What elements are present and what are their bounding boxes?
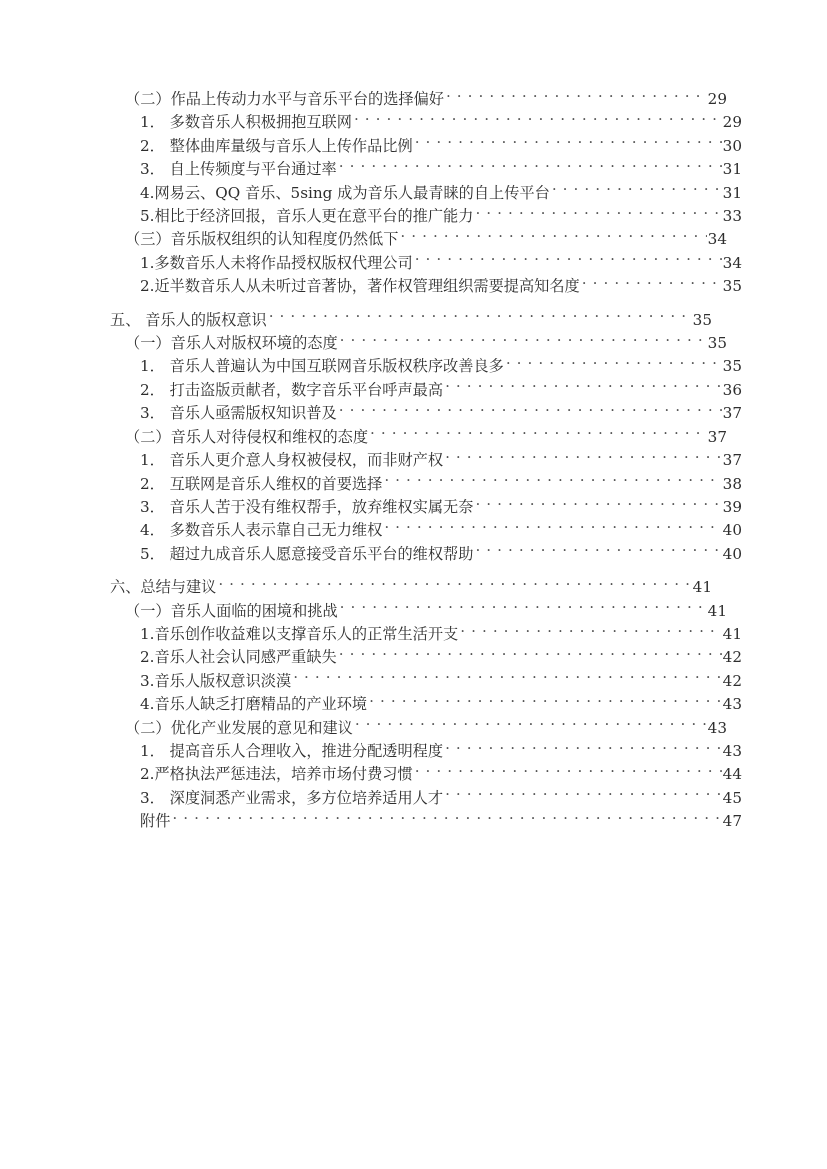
- toc-entry-label: 1． 多数音乐人积极拥抱互联网: [140, 113, 352, 132]
- toc-entry-page-number: 41: [707, 601, 727, 620]
- toc-entry-page-number: 35: [707, 334, 727, 353]
- toc-entry-page-number: 41: [692, 578, 712, 597]
- toc-entry-page-number: 41: [722, 624, 742, 643]
- toc-entry[interactable]: [110, 426, 727, 449]
- toc-leader-dots: [370, 427, 707, 442]
- toc-leader-dots: [384, 473, 721, 488]
- toc-entry-label: 2.音乐人社会认同感严重缺失: [140, 648, 337, 667]
- toc-entry[interactable]: [110, 740, 742, 763]
- toc-entry-page-number: 31: [722, 160, 742, 179]
- toc-leader-dots: [582, 276, 722, 291]
- toc-entry[interactable]: [110, 519, 742, 542]
- toc-entry-page-number: 45: [722, 788, 742, 807]
- toc-entry-label: （二）作品上传动力水平与音乐平台的选择偏好: [125, 90, 444, 108]
- toc-entry[interactable]: [110, 693, 742, 716]
- toc-entry[interactable]: [110, 355, 742, 378]
- toc-entry-label: 2.严格执法严惩违法，培养市场付费习惯: [140, 765, 413, 784]
- toc-entry[interactable]: [110, 252, 742, 275]
- toc-entry-label: 3． 深度洞悉产业需求，多方位培养适用人才: [140, 788, 444, 807]
- toc-entry-page-number: 34: [707, 230, 727, 249]
- toc-entry-label: 2． 整体曲库量级与音乐人上传作品比例: [140, 136, 413, 155]
- toc-entry-label: 3.音乐人版权意识淡漠: [140, 671, 292, 690]
- toc-entry-page-number: 29: [722, 113, 742, 132]
- toc-entry[interactable]: [110, 473, 742, 496]
- toc-leader-dots: [446, 89, 707, 104]
- toc-entry-page-number: 42: [722, 671, 742, 690]
- toc-leader-dots: [340, 333, 707, 348]
- toc-entry-label: 5.相比于经济回报，音乐人更在意平台的推广能力: [140, 207, 474, 226]
- toc-entry-page-number: 29: [707, 90, 727, 108]
- toc-entry-label: 3． 音乐人苦于没有维权帮手，放弃维权实属无奈: [140, 497, 474, 516]
- toc-entry-label: 4． 多数音乐人表示靠自己无力维权: [140, 521, 383, 540]
- toc-entry[interactable]: [110, 543, 742, 566]
- toc-entry-label: 2． 互联网是音乐人维权的首要选择: [140, 474, 383, 493]
- toc-leader-dots: [415, 136, 722, 151]
- toc-entry[interactable]: [110, 787, 742, 810]
- toc-leader-dots: [172, 811, 721, 826]
- toc-entry[interactable]: [110, 717, 727, 740]
- toc-leader-dots: [369, 694, 722, 709]
- toc-entry[interactable]: [110, 88, 727, 111]
- toc-entry-page-number: 47: [722, 812, 742, 831]
- toc-entry-page-number: 35: [722, 357, 742, 376]
- toc-entry-page-number: 37: [707, 427, 727, 446]
- toc-entry[interactable]: [110, 810, 742, 833]
- toc-entry-page-number: 35: [722, 277, 742, 296]
- toc-leader-dots: [475, 206, 721, 221]
- toc-leader-dots: [340, 600, 707, 615]
- toc-entry[interactable]: [110, 600, 727, 623]
- toc-leader-dots: [384, 520, 721, 535]
- toc-leader-dots: [506, 356, 722, 371]
- toc-entry[interactable]: [110, 449, 742, 472]
- toc-entry-label: 4.网易云、QQ 音乐、5sing 成为音乐人最青睐的自上传平台: [140, 183, 550, 202]
- toc-leader-dots: [445, 788, 722, 803]
- toc-entry[interactable]: [110, 205, 742, 228]
- toc-entry-label: 2.近半数音乐人从未听过音著协，著作权管理组织需要提高知名度: [140, 277, 580, 296]
- toc-entry-label: 1． 提高音乐人合理收入，推进分配透明程度: [140, 741, 444, 760]
- toc-entry[interactable]: [110, 182, 742, 205]
- toc-entry-label: 1.音乐创作收益难以支撑音乐人的正常生活开支: [140, 624, 459, 643]
- toc-entry-page-number: 42: [722, 648, 742, 667]
- toc-leader-dots: [339, 647, 722, 662]
- toc-entry-label: （一）音乐人面临的困境和挑战: [125, 601, 338, 620]
- toc-leader-dots: [269, 309, 692, 324]
- toc-leader-dots: [218, 577, 691, 592]
- toc-leader-dots: [354, 112, 722, 127]
- toc-entry[interactable]: [110, 135, 742, 158]
- toc-entry[interactable]: [110, 379, 742, 402]
- toc-entry-label: 4.音乐人缺乏打磨精品的产业环境: [140, 695, 368, 714]
- toc-leader-dots: [445, 741, 722, 756]
- toc-entry-page-number: 43: [722, 741, 742, 760]
- toc-leader-dots: [475, 544, 721, 559]
- toc-entry[interactable]: [110, 623, 742, 646]
- toc-entry-label: 五、 音乐人的版权意识: [110, 310, 267, 329]
- toc-leader-dots: [445, 450, 722, 465]
- toc-entry-label: 3． 自上传频度与平台通过率: [140, 160, 337, 179]
- toc-entry[interactable]: [110, 332, 727, 355]
- toc-entry-label: （二）优化产业发展的意见和建议: [125, 718, 353, 737]
- toc-leader-dots: [460, 624, 721, 639]
- toc-entry-label: 5． 超过九成音乐人愿意接受音乐平台的维权帮助: [140, 544, 474, 563]
- toc-entry[interactable]: [110, 496, 742, 519]
- toc-entry-page-number: 44: [722, 765, 742, 784]
- toc-entry[interactable]: [110, 402, 742, 425]
- toc-entry-page-number: 43: [707, 718, 727, 737]
- toc-leader-dots: [552, 182, 722, 197]
- toc-entry-label: 1.多数音乐人未将作品授权版权代理公司: [140, 253, 413, 272]
- toc-entry[interactable]: [110, 670, 742, 693]
- toc-entry-page-number: 33: [722, 207, 742, 226]
- toc-entry[interactable]: [110, 275, 742, 298]
- toc-entry[interactable]: [110, 228, 727, 251]
- toc-entry[interactable]: [110, 158, 742, 181]
- toc-entry-label: 3． 音乐人亟需版权知识普及: [140, 404, 337, 423]
- toc-entry[interactable]: [110, 576, 712, 599]
- toc-leader-dots: [445, 380, 722, 395]
- toc-entry[interactable]: [110, 763, 742, 786]
- toc-entry-label: 附件: [140, 812, 171, 831]
- toc-entry-label: （一）音乐人对版权环境的态度: [125, 334, 338, 353]
- toc-leader-dots: [475, 497, 721, 512]
- toc-leader-dots: [415, 253, 722, 268]
- toc-entry-label: 2． 打击盗版贡献者，数字音乐平台呼声最高: [140, 380, 444, 399]
- table-of-contents: [110, 88, 742, 834]
- toc-entry-page-number: 38: [722, 474, 742, 493]
- toc-entry-page-number: 40: [722, 521, 742, 540]
- toc-entry-page-number: 43: [722, 695, 742, 714]
- toc-entry[interactable]: [110, 646, 742, 669]
- toc-entry-label: 1． 音乐人普遍认为中国互联网音乐版权秩序改善良多: [140, 357, 504, 376]
- toc-leader-dots: [400, 229, 706, 244]
- toc-entry[interactable]: [110, 309, 712, 332]
- toc-entry-label: （三）音乐版权组织的认知程度仍然低下: [125, 230, 399, 249]
- toc-entry-page-number: 34: [722, 253, 742, 272]
- toc-entry-page-number: 37: [722, 404, 742, 423]
- toc-leader-dots: [415, 764, 722, 779]
- toc-entry-page-number: 35: [692, 310, 712, 329]
- toc-entry-label: 六、总结与建议: [110, 578, 217, 597]
- toc-entry-page-number: 37: [722, 451, 742, 470]
- toc-entry-page-number: 40: [722, 544, 742, 563]
- toc-leader-dots: [293, 671, 721, 686]
- toc-entry-page-number: 36: [722, 380, 742, 399]
- toc-entry-page-number: 39: [722, 497, 742, 516]
- toc-leader-dots: [355, 717, 707, 732]
- toc-entry-page-number: 31: [722, 183, 742, 202]
- toc-leader-dots: [339, 403, 722, 418]
- toc-entry-label: 1． 音乐人更介意人身权被侵权，而非财产权: [140, 451, 444, 470]
- toc-entry-label: （二）音乐人对待侵权和维权的态度: [125, 427, 368, 446]
- toc-leader-dots: [339, 159, 722, 174]
- toc-entry-page-number: 30: [722, 136, 742, 155]
- toc-entry[interactable]: [110, 111, 742, 134]
